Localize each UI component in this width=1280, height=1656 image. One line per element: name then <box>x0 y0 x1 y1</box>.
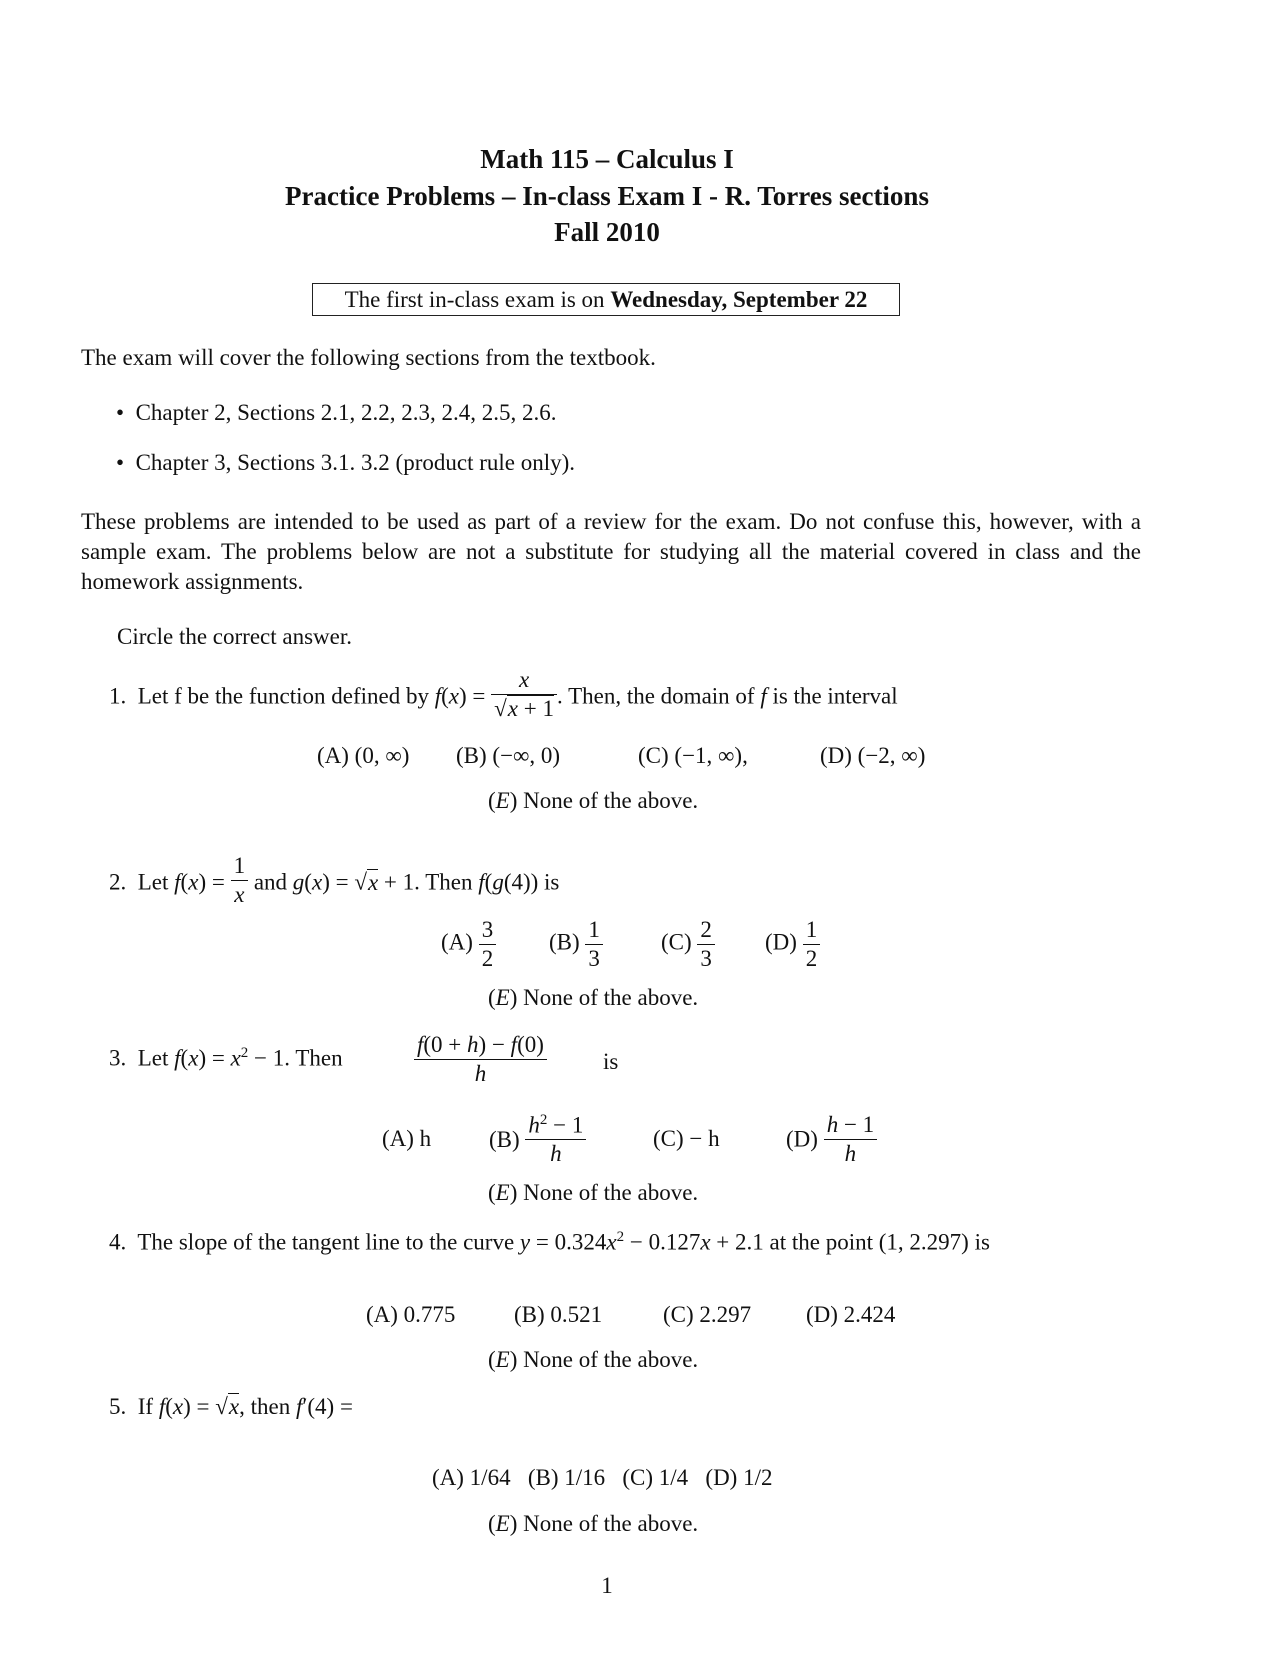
option-c[interactable] <box>661 916 715 972</box>
problem-number: 1. <box>109 683 127 709</box>
fraction: $\frac{f(0 + h) - f(0)}{h}$ <box>414 1031 547 1087</box>
option-b[interactable] <box>549 916 603 972</box>
option-a[interactable] <box>441 916 496 972</box>
problem-text: is <box>538 869 560 895</box>
page-title: Math 115 – Calculus I <box>480 144 734 174</box>
problem-text: is <box>603 1049 619 1074</box>
bullet-list-item <box>116 401 557 424</box>
fraction: $\frac{h^2 - 1}{h}$ <box>525 1111 586 1168</box>
option-b[interactable] <box>489 1111 586 1168</box>
fraction: $\frac{3}{2}$ <box>479 916 497 972</box>
problem-1: 1. Let f be the function defined by f(x) = $\frac{x}{√x + 1}$ . Then, the domain of f is the interval <box>109 667 898 721</box>
problem-5: 5. If f(x) = √x, then f′(4) = <box>109 1394 353 1419</box>
option-e[interactable]: (E) None of the above. <box>488 788 699 813</box>
problem-2: 2. Let f(x) = $\frac{1}{x}$ and g(x) = √x + 1. Then f(g(4)) is <box>109 853 560 907</box>
option-e-text: None of the above. <box>523 1511 699 1536</box>
exam-notice-prefix: The first in-class exam is on <box>344 287 611 312</box>
option-label: (B) <box>489 1126 520 1152</box>
bullet-text: Chapter 3, Sections 3.1. 3.2 (product rule only). <box>135 450 576 475</box>
option-d[interactable] <box>765 916 820 972</box>
bullet-list-item <box>116 451 575 474</box>
problem-text: . Then <box>414 869 479 895</box>
option-list[interactable]: (A) 1/64 (B) 1/16 (C) 1/4 (D) 1/2 <box>432 1465 773 1490</box>
page-term: Fall 2010 <box>554 217 660 247</box>
option-b[interactable]: (B) 0.521 <box>514 1302 603 1327</box>
problem-number: 4. <box>109 1229 127 1255</box>
fraction: $\frac{h - 1}{h}$ <box>824 1111 877 1167</box>
problem-text: , then <box>239 1394 296 1419</box>
option-e[interactable]: (E) None of the above. <box>488 1180 699 1205</box>
fraction: $\frac{2}{3}$ <box>697 916 715 972</box>
option-d[interactable] <box>786 1111 877 1167</box>
option-a[interactable]: (A) 0.775 <box>366 1302 456 1327</box>
option-e[interactable]: (E) None of the above. <box>488 1347 699 1372</box>
problem-4: 4. The slope of the tangent line to the curve $y = 0.324x^2 - 0.127x + 2.1$ at the point (1, 2.297) is <box>109 1229 990 1255</box>
fraction: $\frac{1}{2}$ <box>803 916 821 972</box>
option-e-text: None of the above. <box>523 985 699 1010</box>
option-label: (A) <box>441 929 473 955</box>
problem-text: Let f be the function defined by <box>137 683 435 709</box>
page-subtitle: Practice Problems – In-class Exam I - R. Torres sections <box>285 181 929 211</box>
exam-notice-date: Wednesday, September 22 <box>610 287 868 312</box>
bullet-text: Chapter 2, Sections 2.1, 2.2, 2.3, 2.4, 2.5, 2.6. <box>135 400 557 425</box>
option-e[interactable]: (E) None of the above. <box>488 1511 699 1536</box>
fraction: $\frac{x}{√x + 1}$ <box>491 666 557 722</box>
option-e-text: None of the above. <box>523 1347 699 1372</box>
option-c[interactable]: (C) − h <box>653 1126 720 1151</box>
problem-text: is the interval <box>766 683 898 709</box>
problem-text: If <box>137 1394 159 1419</box>
option-label: (C) <box>661 929 692 955</box>
option-b[interactable]: (B) (−∞, 0) <box>456 743 561 768</box>
problem-text: The slope of the tangent line to the curve <box>137 1229 520 1255</box>
review-note: These problems are intended to be used as part of a review for the exam. Do not confuse this, however, with a sample exam. The problems below are not a substitute for studying all the material covered in class and the homework assignments. <box>81 509 1141 594</box>
fraction: $\frac{1}{3}$ <box>585 916 603 972</box>
problem-text: . Then <box>284 1045 343 1071</box>
option-label: (D) <box>765 929 797 955</box>
option-d[interactable]: (D) (−2, ∞) <box>820 743 926 768</box>
option-label: (B) <box>549 929 580 955</box>
option-e-text: None of the above. <box>523 788 699 813</box>
option-e-text: None of the above. <box>523 1180 699 1205</box>
problem-number: 2. <box>109 869 127 895</box>
problem-text: at the point <box>763 1229 879 1255</box>
option-a[interactable]: (A) h <box>382 1126 432 1151</box>
problem-3: 3. Let $f(x) = x^2 - 1$. Then <box>109 1045 343 1071</box>
option-d[interactable]: (D) 2.424 <box>806 1302 896 1327</box>
exam-date-notice <box>312 283 900 316</box>
option-e[interactable]: (E) None of the above. <box>488 985 699 1010</box>
problem-text: is <box>968 1229 990 1255</box>
bullet-icon: • <box>116 450 125 475</box>
bullet-icon: • <box>116 400 125 425</box>
instruction-text: Circle the correct answer. <box>117 624 352 649</box>
option-c[interactable]: (C) 2.297 <box>663 1302 752 1327</box>
problem-text: . Then, the domain of <box>556 683 761 709</box>
page-number: 1 <box>601 1573 613 1598</box>
problem-text: Let <box>137 869 175 895</box>
fraction: $\frac{1}{x}$ <box>231 852 249 908</box>
intro-text: The exam will cover the following sections from the textbook. <box>81 345 656 370</box>
problem-number: 5. <box>109 1394 127 1419</box>
difference-quotient <box>414 1031 547 1087</box>
problem-text: and <box>248 869 293 895</box>
option-a[interactable]: (A) (0, ∞) <box>317 743 410 768</box>
problem-text: Let <box>137 1045 175 1071</box>
problem-number: 3. <box>109 1045 127 1071</box>
option-c[interactable]: (C) (−1, ∞), <box>638 743 748 768</box>
option-label: (D) <box>786 1126 818 1152</box>
